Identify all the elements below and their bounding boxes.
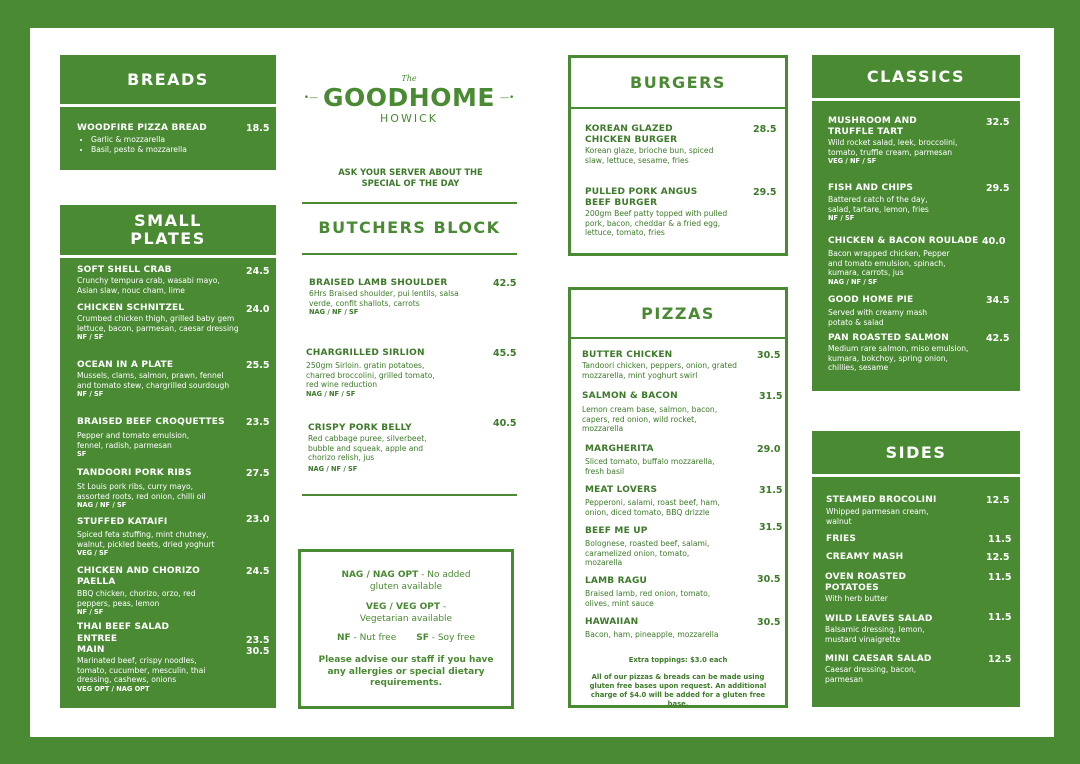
item-price: 24.5	[246, 266, 270, 277]
item-price: 31.5	[759, 522, 783, 533]
item-desc: 200gm Beef patty topped with pulled pork, bacon, cheddar & a fried egg, lettuce, tomato, fries	[585, 209, 728, 238]
main-label: MAIN	[77, 645, 105, 655]
sides-title: SIDES	[812, 431, 1020, 477]
menu-item	[812, 295, 1020, 327]
item-price: 12.5	[986, 495, 1010, 506]
item-price: 28.5	[753, 124, 777, 135]
allergy-note: Please advise our staff if you have any allergies or special dietary requirements.	[318, 655, 494, 688]
item-price: 23.5	[246, 417, 270, 428]
item-name: PULLED PORK ANGUS BEEF BURGER	[585, 187, 698, 208]
item-name: OVEN ROASTED POTATOES	[825, 572, 907, 593]
menu-item	[571, 576, 785, 608]
item-desc: With herb butter	[825, 594, 888, 603]
menu-item	[302, 278, 517, 317]
dietary-legend	[298, 549, 514, 709]
logo-wordmark-row	[300, 84, 518, 112]
item-name: HAWAIIAN	[585, 617, 639, 627]
item-desc: Tandoori chicken, peppers, onion, grated mozzarella, mint yoghurt swirl	[582, 361, 737, 380]
item-name: GOOD HOME PIE	[828, 295, 914, 305]
menu-item	[571, 485, 785, 517]
item-name: BUTTER CHICKEN	[582, 350, 673, 360]
item-desc: Marinated beef, crispy noodles, tomato, cucumber, mesculin, thai dressing, cashews, onions	[77, 656, 206, 685]
item-price: 30.5	[757, 574, 781, 585]
item-name: MUSHROOM AND TRUFFLE TART	[828, 116, 917, 137]
item-desc: Korean glaze, brioche bun, spiced slaw, lettuce, sesame, fries	[585, 146, 714, 165]
item-name: STUFFED KATAIFI	[77, 517, 168, 527]
menu-item	[812, 333, 1020, 373]
item-price: 34.5	[986, 295, 1010, 306]
breads-panel	[60, 55, 276, 170]
entree-price: 23.5	[246, 635, 270, 646]
item-name: MARGHERITA	[585, 444, 654, 454]
breads-title: BREADS	[60, 55, 276, 107]
item-price: 27.5	[246, 468, 270, 479]
gluten-free-note: All of our pizzas & breads can be made using gluten free bases upon request. An additional charge of $4.0 will be added for a gluten free base.	[589, 673, 767, 708]
item-price: 40.0	[982, 236, 1006, 247]
item-desc: Caesar dressing, bacon, parmesan	[825, 665, 917, 684]
item-desc: Served with creamy mash potato & salad	[828, 308, 928, 327]
item-desc: Wild rocket salad, leek, broccolini, tomato, truffle cream, parmesan	[828, 138, 958, 157]
item-name: FRIES	[826, 534, 857, 544]
main-price: 30.5	[246, 646, 270, 657]
item-desc: Lemon cream base, salmon, bacon, capers, red onion, wild rocket, mozzarella	[582, 405, 718, 434]
item-desc: Pepper and tomato emulsion, fennel, radish, parmesan	[77, 431, 190, 450]
item-desc: Medium rare salmon, miso emulsion, kumara, bokchoy, spring onion, chillies, sesame	[828, 344, 969, 373]
item-desc: Spiced feta stuffing, mint chutney, walnut, pickled beets, dried yoghurt	[77, 530, 215, 549]
menu-item	[571, 444, 785, 476]
item-desc: Whipped parmesan cream, walnut	[826, 507, 929, 526]
menu-item	[812, 495, 1020, 526]
menu-item	[812, 116, 1020, 166]
menu-sheet	[30, 28, 1054, 737]
item-tags: VEG OPT / NAG OPT	[77, 684, 150, 693]
item-name: BRAISED BEEF CROQUETTES	[77, 417, 225, 427]
item-tags: NAG / NF / SF	[828, 277, 878, 286]
item-name: MEAT LOVERS	[585, 485, 658, 495]
menu-item	[60, 622, 276, 694]
item-price: 11.5	[988, 612, 1012, 623]
menu-item	[60, 417, 276, 459]
item-desc: Mussels, clams, salmon, prawn, fennel and tomato stew, chargrilled sourdough	[77, 371, 230, 390]
item-tags: NAG / NF / SF	[306, 389, 356, 398]
legend-key: NAG / NAG OPT	[341, 570, 419, 580]
item-name: CREAMY MASH	[826, 552, 904, 562]
small-plates-title: SMALL PLATES	[60, 205, 276, 258]
item-desc: Crumbed chicken thigh, grilled baby gem lettuce, bacon, parmesan, caesar dressing	[77, 314, 239, 333]
item-price: 32.5	[986, 117, 1010, 128]
legend-text: - Vegetarian available	[359, 602, 453, 624]
item-price: 25.5	[246, 360, 270, 371]
item-tags: NAG / NF / SF	[77, 501, 127, 510]
item-price: 31.5	[759, 391, 783, 402]
menu-item	[812, 572, 1020, 604]
menu-item	[812, 614, 1020, 644]
brand-logo	[300, 74, 518, 126]
menu-item	[571, 187, 785, 238]
item-desc: Balsamic dressing, lemon, mustard vinaigrette	[825, 625, 925, 644]
menu-item	[60, 303, 276, 342]
item-price: 31.5	[759, 485, 783, 496]
item-desc: 6Hrs Braised shoulder, pui lentils, salsa verde, confit shallots, carrots	[309, 289, 459, 308]
item-price: 42.5	[986, 333, 1010, 344]
item-name: LAMB RAGU	[585, 576, 648, 586]
menu-item	[812, 552, 1020, 563]
pizzas-title: PIZZAS	[571, 290, 785, 339]
item-price: 11.5	[988, 572, 1012, 583]
item-price: 45.5	[493, 348, 517, 359]
menu-item	[571, 522, 785, 568]
item-price: 18.5	[246, 123, 270, 134]
classics-panel	[812, 55, 1020, 391]
item-name: WOODFIRE PIZZA BREAD	[77, 123, 207, 133]
logo-location: HOWICK	[380, 112, 438, 125]
legend-sf: SF - Soy free	[416, 633, 475, 643]
item-desc: Battered catch of the day, salad, tartare, lemon, fries	[828, 195, 929, 214]
item-desc: Braised lamb, red onion, tomato, olives, mint sauce	[585, 589, 711, 608]
legend-veg	[301, 601, 511, 625]
legend-nag	[301, 569, 511, 593]
item-name: CHICKEN SCHNITZEL	[77, 303, 185, 313]
item-name: BRAISED LAMB SHOULDER	[309, 278, 448, 288]
item-price: 11.5	[988, 534, 1012, 545]
legend-nf-sf	[301, 633, 511, 643]
item-price: 12.5	[986, 552, 1010, 563]
option: • Garlic & mozzarella	[91, 135, 276, 145]
burgers-panel	[568, 55, 788, 256]
legend-key: VEG / VEG OPT	[365, 602, 440, 612]
leaf-icon: —•	[499, 93, 515, 103]
menu-item	[812, 534, 1020, 545]
item-price: 30.5	[757, 350, 781, 361]
menu-item	[812, 236, 1020, 287]
item-name: SALMON & BACON	[582, 391, 678, 401]
item-options	[77, 135, 276, 155]
item-desc: Crunchy tempura crab, wasabi mayo, Asian slaw, nouc cham, lime	[77, 276, 220, 295]
item-name: SOFT SHELL CRAB	[77, 265, 172, 275]
item-desc: St Louis pork ribs, curry mayo, assorted roots, red onion, chilli oil	[77, 482, 206, 501]
menu-item	[571, 350, 785, 380]
item-tags: NF / SF	[828, 214, 855, 223]
butchers-block-title: BUTCHERS BLOCK	[318, 218, 501, 237]
menu-item	[60, 265, 276, 295]
menu-item	[571, 124, 785, 165]
logo-the: The	[401, 74, 417, 83]
item-price: 29.0	[757, 444, 781, 455]
item-name: THAI BEEF SALAD	[77, 622, 170, 632]
item-name: FISH AND CHIPS	[828, 183, 914, 193]
item-name: CHARGRILLED SIRLION	[306, 348, 425, 358]
item-desc: Bolognese, roasted beef, salami, caramelized onion, tomato, mozarella	[585, 539, 710, 568]
item-name: CHICKEN & BACON ROULADE	[828, 236, 979, 246]
entree-label: ENTREE	[77, 634, 118, 644]
item-tags: NF / SF	[77, 390, 104, 399]
item-desc: BBQ chicken, chorizo, orzo, red peppers, peas, lemon	[77, 589, 196, 608]
item-desc: Sliced tomato, buffalo mozzarella, fresh basil	[585, 457, 715, 476]
item-price: 40.5	[493, 418, 517, 429]
item-price: 29.5	[753, 187, 777, 198]
legend-text: - No added gluten available	[369, 570, 471, 592]
item-tags: NF / SF	[77, 333, 104, 342]
item-price: 23.0	[246, 514, 270, 525]
item-desc: 250gm Sirloin. gratin potatoes, charred broccolini, grilled tomato, red wine reduction	[306, 361, 435, 390]
extra-toppings: Extra toppings: $3.0 each	[628, 656, 728, 664]
item-price: 30.5	[757, 617, 781, 628]
item-price: 24.5	[246, 566, 270, 577]
item-price: 12.5	[988, 654, 1012, 665]
item-name: STEAMED BROCOLINI	[826, 495, 937, 505]
divider	[302, 202, 517, 204]
item-name: WILD LEAVES SALAD	[825, 614, 933, 624]
item-name: KOREAN GLAZED CHICKEN BURGER	[585, 124, 678, 145]
sides-panel	[812, 431, 1020, 707]
item-tags: VEG / SF	[77, 549, 109, 558]
item-name: CHICKEN AND CHORIZO PAELLA	[77, 566, 201, 587]
menu-item	[302, 348, 517, 399]
item-name: PAN ROASTED SALMON	[828, 333, 949, 343]
item-tags: VEG / NF / SF	[828, 157, 877, 166]
logo-name: GOODHOME	[323, 83, 495, 112]
item-desc: Pepperoni, salami, roast beef, ham, onion, diced tomato, BBQ drizzle	[585, 498, 720, 517]
menu-item	[571, 617, 785, 640]
menu-item	[60, 468, 276, 510]
item-desc: Bacon, ham, pineapple, mozzarella	[585, 630, 719, 639]
menu-item	[60, 360, 276, 399]
burgers-title: BURGERS	[571, 58, 785, 109]
item-price: 42.5	[493, 278, 517, 289]
menu-item	[571, 391, 785, 434]
item-name: CRISPY PORK BELLY	[308, 423, 412, 433]
leaf-icon: •—	[303, 93, 319, 103]
item-desc: Bacon wrapped chicken, Pepper and tomato emulsion, spinach, kumara, carrots, jus	[828, 249, 950, 278]
item-tags: NAG / NF / SF	[309, 308, 359, 317]
item-tags: NF / SF	[77, 608, 104, 617]
butchers-block-items	[302, 255, 517, 495]
item-price: 24.0	[246, 304, 270, 315]
menu-item	[60, 566, 276, 617]
option: • Basil, pesto & mozzarella	[91, 145, 276, 155]
item-tags: NAG / NF / SF	[308, 464, 358, 473]
item-name: BEEF ME UP	[585, 526, 648, 536]
small-plates-panel	[60, 205, 276, 708]
menu-item	[812, 654, 1020, 684]
item-price: 29.5	[986, 183, 1010, 194]
menu-item	[60, 123, 276, 155]
classics-title: CLASSICS	[812, 55, 1020, 101]
item-name: OCEAN IN A PLATE	[77, 360, 174, 370]
pizzas-panel	[568, 287, 788, 708]
item-tags: SF	[77, 450, 87, 459]
divider	[302, 494, 517, 496]
item-name: MINI CAESAR SALAD	[825, 654, 932, 664]
legend-nf: NF - Nut free	[337, 633, 397, 643]
item-name: TANDOORI PORK RIBS	[77, 468, 192, 478]
menu-item	[60, 514, 276, 558]
menu-item	[812, 183, 1020, 223]
item-desc: Red cabbage puree, silverbeet, bubble and squeak, apple and chorizo relish, jus	[308, 434, 427, 463]
menu-item	[302, 418, 517, 474]
special-note: ASK YOUR SERVER ABOUT THE SPECIAL OF THE DAY	[338, 167, 483, 188]
